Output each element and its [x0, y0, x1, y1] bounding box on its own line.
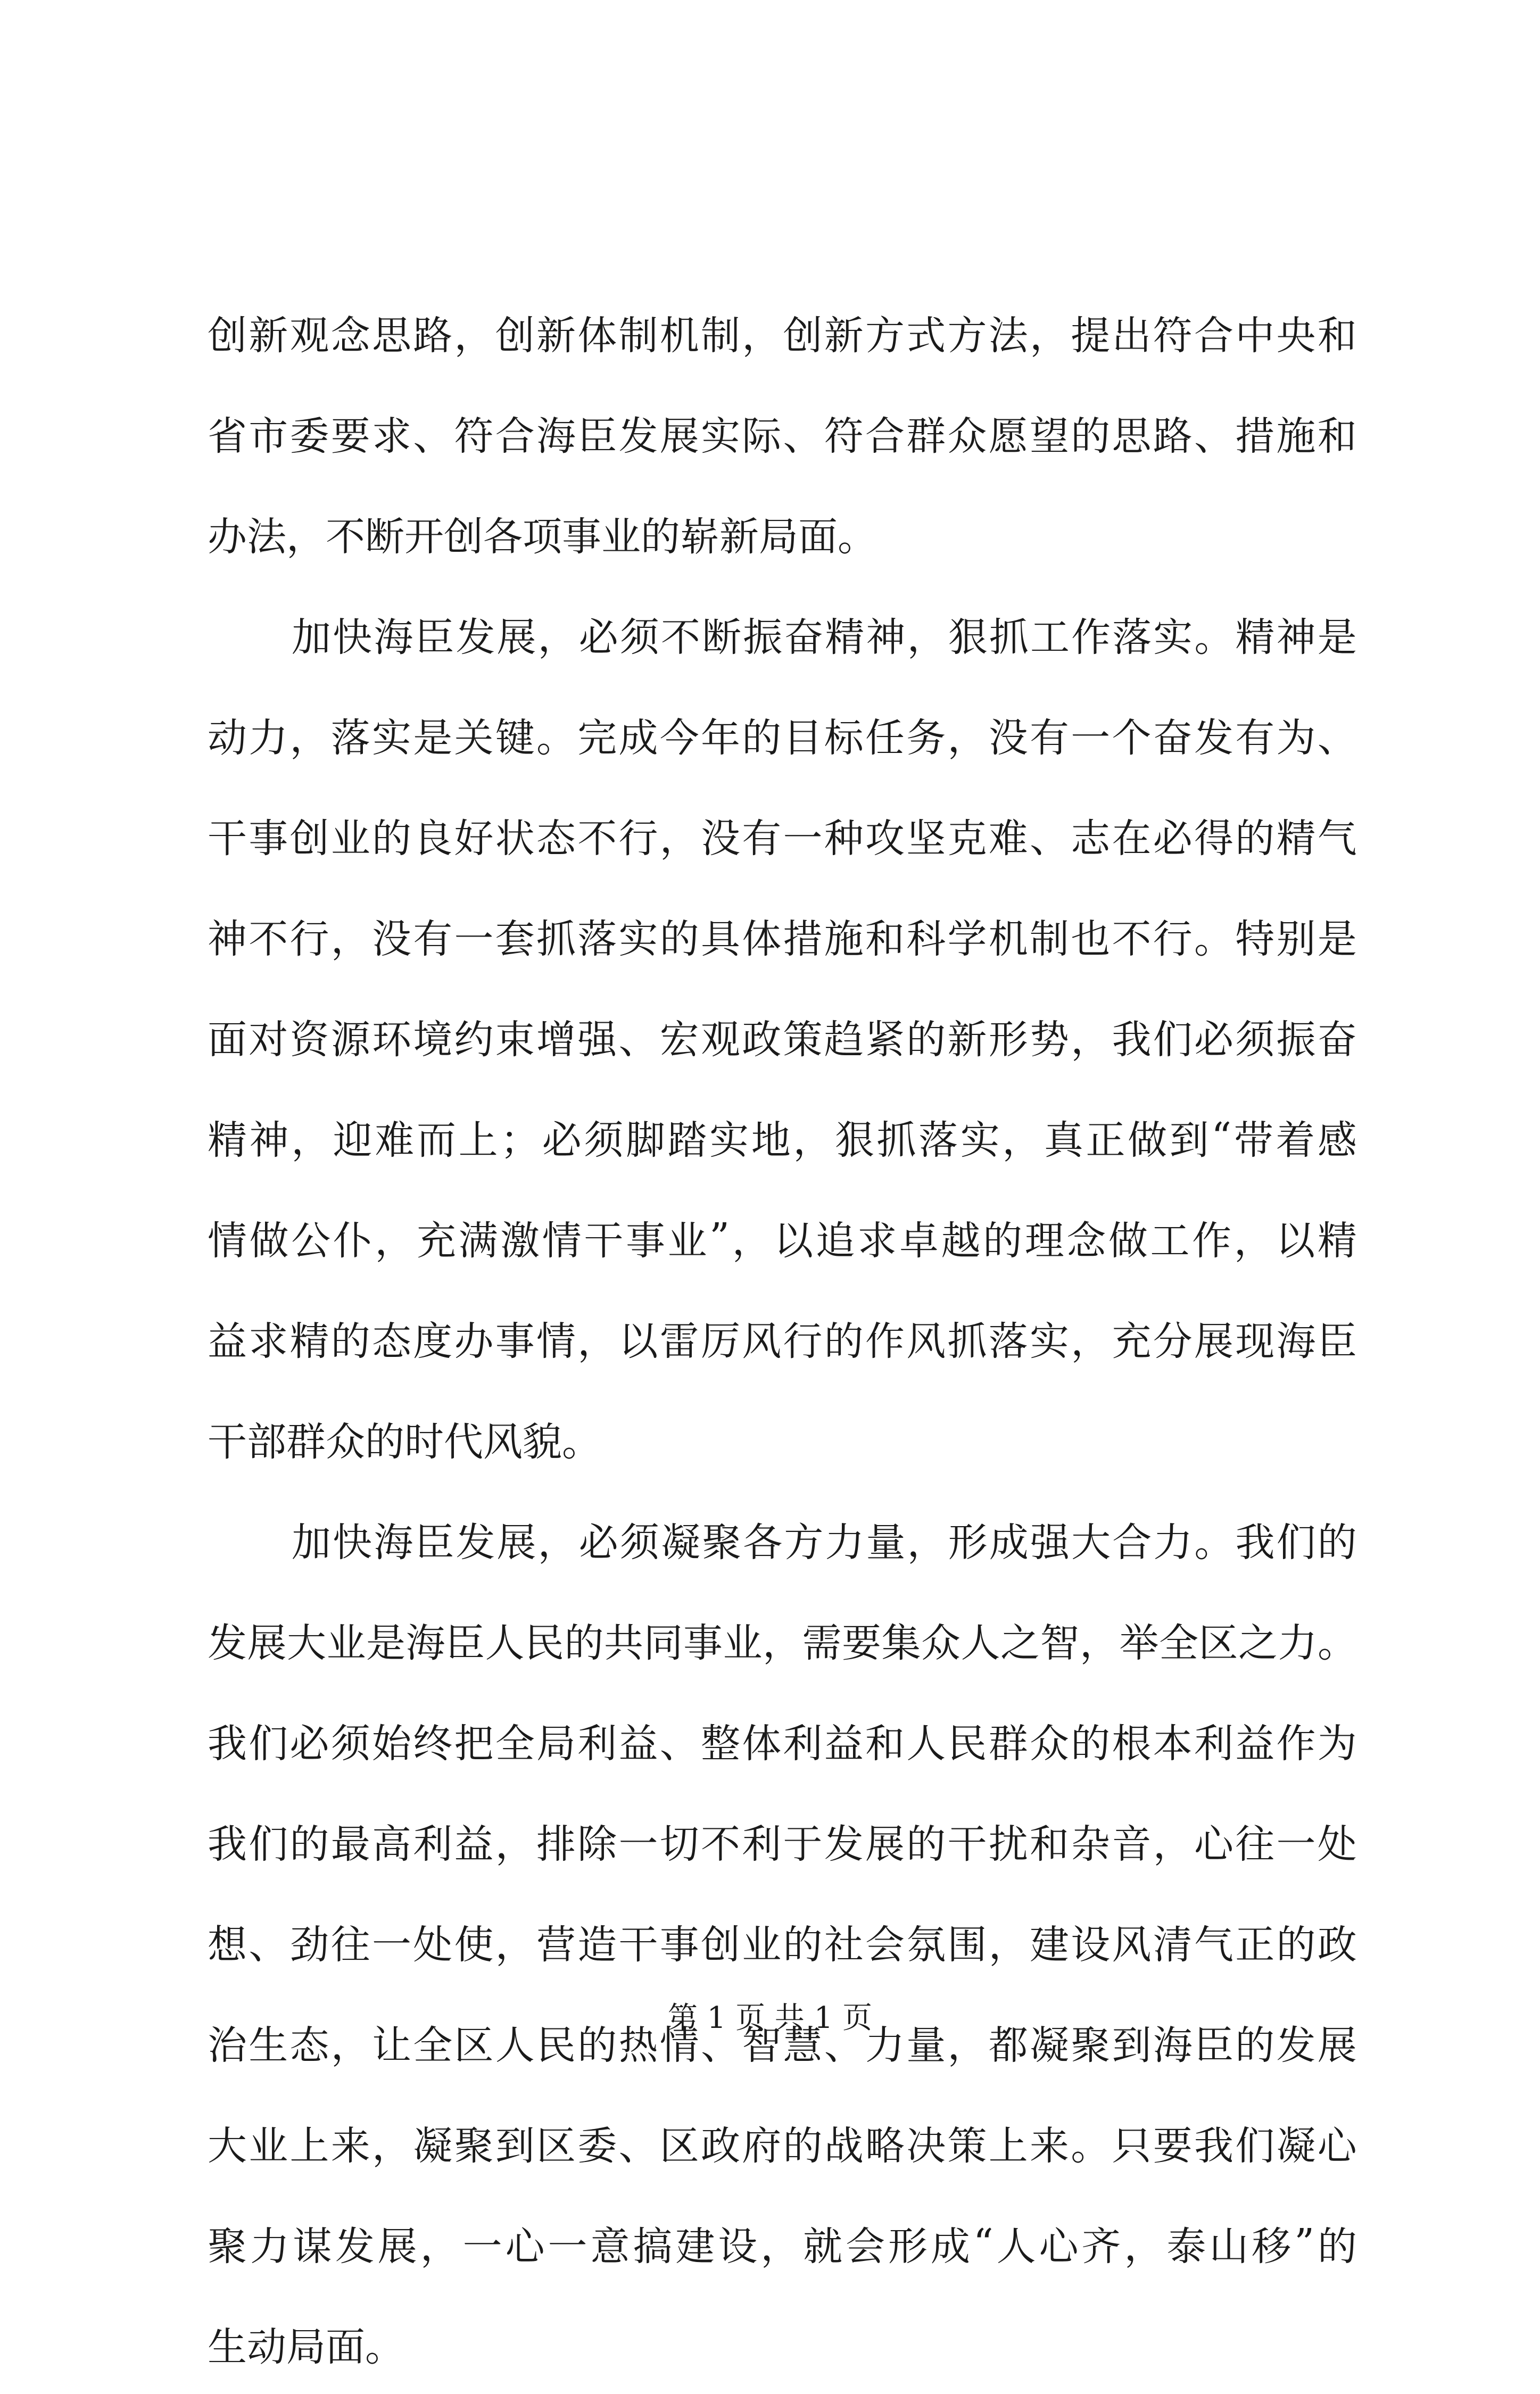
text-line: 动 力 ， 落 实 是 关 键 。 完 成 今 年 的 目 标 任 务 ， 没 有 一 个 奋 发 有 为 、: [208, 715, 1357, 761]
text-line: 神 不 行 ， 没 有 一 套 抓 落 实 的 具 体 措 施 和 科 学 机 制 也 不 行 。 特 别 是: [208, 916, 1357, 962]
text-line: 办法，不断开创各项事业的崭新局面。: [208, 513, 877, 560]
text-line: 创 新 观 念 思 路 ， 创 新 体 制 机 制 ， 创 新 方 式 方 法 ， 提 出 符 合 中 央 和: [208, 312, 1357, 359]
text-line: 想 、 劲 往 一 处 使 ， 营 造 干 事 创 业 的 社 会 氛 围 ， 建 设 风 清 气 正 的 政: [208, 1921, 1357, 1968]
text-line: 我 们 的 最 高 利 益 ， 排 除 一 切 不 利 于 发 展 的 干 扰 和 杂 音 ， 心 往 一 处: [208, 1821, 1357, 1867]
text-line: 治 生 态 ， 让 全 区 人 民 的 热 情 、 智 慧 、 力 量 ， 都 凝 聚 到 海 臣 的 发 展: [208, 2022, 1357, 2068]
text-line: 益 求 精 的 态 度 办 事 情 ， 以 雷 厉 风 行 的 作 风 抓 落 实 ， 充 分 展 现 海 臣: [208, 1318, 1357, 1364]
text-line: 干 事 创 业 的 良 好 状 态 不 行 ， 没 有 一 种 攻 坚 克 难 、 志 在 必 得 的 精 气: [208, 815, 1357, 861]
page-footer: 第 1 页 共 1 页: [667, 2001, 873, 2035]
text-line: 面 对 资 源 环 境 约 束 增 强 、 宏 观 政 策 趋 紧 的 新 形 势 ， 我 们 必 须 振 奋: [208, 1016, 1357, 1063]
text-line: 大 业 上 来 ， 凝 聚 到 区 委 、 区 政 府 的 战 略 决 策 上 来 。 只 要 我 们 凝 心: [208, 2123, 1357, 2169]
text-line: 生动局面。: [208, 2324, 404, 2370]
text-line: 加 快 海 臣 发 展 ， 必 须 不 断 振 奋 精 神 ， 狠 抓 工 作 落 实 。 精 神 是: [292, 614, 1357, 660]
text-line: 精 神 ， 迎 难 而 上 ； 必 须 脚 踏 实 地 ， 狠 抓 落 实 ， 真 正 做 到 “ 带 着 感: [208, 1114, 1357, 1163]
text-line: 干部群众的时代风貌。: [208, 1419, 601, 1465]
text-line: 情 做 公 仆 ， 充 满 激 情 干 事 业 ” ， 以 追 求 卓 越 的 理 念 做 工 作 ， 以 精: [208, 1214, 1357, 1264]
text-line: 我 们 必 须 始 终 把 全 局 利 益 、 整 体 利 益 和 人 民 群 众 的 根 本 利 益 作 为: [208, 1720, 1357, 1767]
body-text: [208, 282, 1357, 2394]
text-line: 加 快 海 臣 发 展 ， 必 须 凝 聚 各 方 力 量 ， 形 成 强 大 合 力 。 我 们 的: [292, 1519, 1357, 1565]
text-line: 省 市 委 要 求 、 符 合 海 臣 发 展 实 际 、 符 合 群 众 愿 望 的 思 路 、 措 施 和: [208, 413, 1357, 459]
text-line: 发 展 大 业 是 海 臣 人 民 的 共 同 事 业 ， 需 要 集 众 人 之 智 ， 举 全 区 之 力 。: [208, 1620, 1357, 1666]
text-line: 聚 力 谋 发 展 ， 一 心 一 意 搞 建 设 ， 就 会 形 成 “ 人 心 齐 ， 泰 山 移 ” 的: [208, 2220, 1357, 2269]
